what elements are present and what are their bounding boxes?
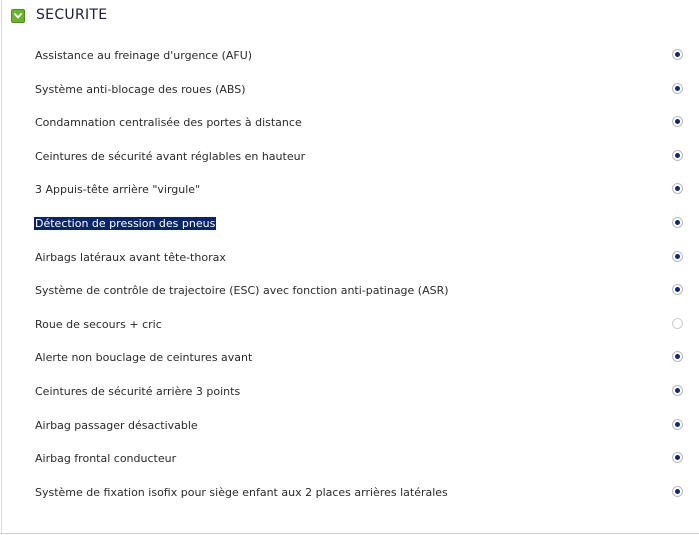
option-label: Condamnation centralisée des portes à distance xyxy=(35,116,302,130)
radio-checked-icon[interactable] xyxy=(672,183,683,194)
radio-checked-icon[interactable] xyxy=(672,49,683,60)
section-header[interactable] xyxy=(0,0,699,34)
option-label: Alerte non bouclage de ceintures avant xyxy=(35,351,253,365)
option-row[interactable] xyxy=(0,39,699,73)
option-row[interactable] xyxy=(0,341,699,375)
option-label: Ceintures de sécurité arrière 3 points xyxy=(35,384,241,398)
options-list xyxy=(0,39,699,509)
option-row[interactable] xyxy=(0,375,699,409)
option-label: Roue de secours + cric xyxy=(35,317,162,331)
option-row[interactable] xyxy=(0,274,699,308)
option-row[interactable] xyxy=(0,476,699,510)
radio-checked-icon[interactable] xyxy=(672,251,683,262)
option-label: Airbag passager désactivable xyxy=(35,418,198,432)
option-label: 3 Appuis-tête arrière "virgule" xyxy=(35,183,201,197)
option-row[interactable] xyxy=(0,106,699,140)
radio-unchecked-icon[interactable] xyxy=(672,318,683,329)
radio-checked-icon[interactable] xyxy=(672,385,683,396)
option-row[interactable] xyxy=(0,308,699,342)
option-label: Airbag frontal conducteur xyxy=(35,452,177,466)
option-label: Système anti-blocage des roues (ABS) xyxy=(35,82,246,96)
option-label: Système de contrôle de trajectoire (ESC) avec fonction anti-patinage (ASR) xyxy=(35,284,449,298)
option-label: Airbags latéraux avant tête-thorax xyxy=(35,250,226,264)
radio-checked-icon[interactable] xyxy=(672,351,683,362)
radio-checked-icon[interactable] xyxy=(672,150,683,161)
option-label: Système de fixation isofix pour siège enfant aux 2 places arrières latérales xyxy=(35,485,448,499)
option-row[interactable] xyxy=(0,207,699,241)
radio-checked-icon[interactable] xyxy=(672,419,683,430)
radio-checked-icon[interactable] xyxy=(672,452,683,463)
option-row[interactable] xyxy=(0,173,699,207)
option-row[interactable] xyxy=(0,73,699,107)
option-row[interactable] xyxy=(0,442,699,476)
radio-checked-icon[interactable] xyxy=(672,116,683,127)
option-label: Assistance au freinage d'urgence (AFU) xyxy=(35,49,253,62)
option-label: Ceintures de sécurité avant réglables en hauteur xyxy=(35,149,306,163)
option-label: Détection de pression des pneus xyxy=(35,216,216,230)
option-row[interactable] xyxy=(0,409,699,443)
radio-checked-icon[interactable] xyxy=(672,486,683,497)
option-row[interactable] xyxy=(0,241,699,275)
section-title: SECURITE xyxy=(36,7,108,23)
panel-bottom-border xyxy=(0,533,699,534)
option-row[interactable] xyxy=(0,140,699,174)
chevron-down-icon[interactable] xyxy=(11,9,25,23)
radio-checked-icon[interactable] xyxy=(672,83,683,94)
radio-checked-icon[interactable] xyxy=(672,217,683,228)
radio-checked-icon[interactable] xyxy=(672,284,683,295)
